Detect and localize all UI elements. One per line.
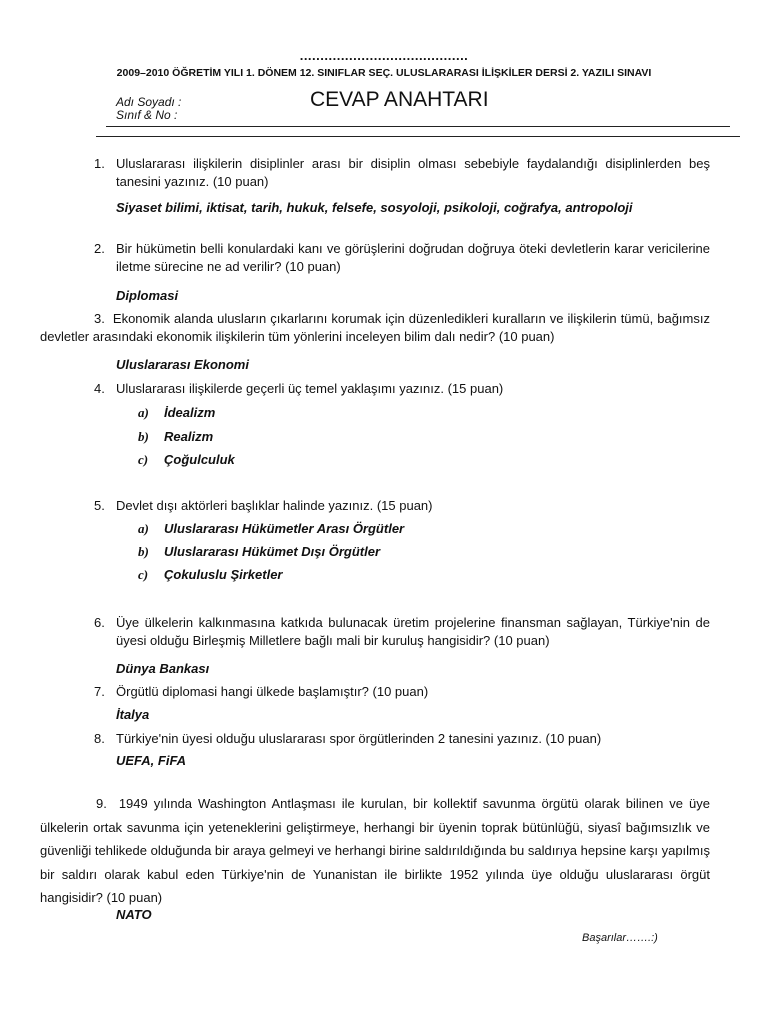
question-text: [40, 792, 710, 910]
closing-note: Başarılar…….:): [582, 932, 658, 944]
option-text: Çokuluslu Şirketler: [164, 567, 283, 582]
question-text: Devlet dışı aktörleri başlıklar halinde yazınız. (15 puan): [116, 498, 433, 513]
question-number: 9.: [96, 796, 107, 811]
exam-title: 2009–2010 ÖĞRETİM YILI 1. DÖNEM 12. SINIFLAR SEÇ. ULUSLARARASI İLİŞKİLER DERSİ 2. YAZILI SINAVI: [116, 67, 652, 79]
answer-text: Dünya Bankası: [116, 661, 210, 676]
question-text: Uluslararası ilişkilerde geçerli üç temel yaklaşımı yazınız. (15 puan): [116, 381, 504, 396]
question-text: Örgütlü diplomasi hangi ülkede başlamıştır? (10 puan): [116, 684, 429, 699]
answer-text: Uluslararası Ekonomi: [116, 357, 249, 372]
question-text: Türkiye'nin üyesi olduğu uluslararası spor örgütlerinden 2 tanesini yazınız. (10 puan): [116, 731, 602, 746]
question-body: 1949 yılında Washington Antlaşması ile kurulan, bir kollektif savunma örgütü olarak bilinen ve üye ülkelerin ortak savunma için yeteneklerini geliştirmeye, herhangi bir üyenin toprak bütünlüğü, siyasî bağımsızlık ve güvenliği tehlikede olduğunda bir araya gelmeyi ve herhangi birine saldırıldığında bu saldırıya hepsine karşı yapılmış bir saldırı olarak kabul eden Türkiye'nin de Yunanistan ile birlikte 1952 yılında üye olduğu uluslararası örgüt hangisidir? (10 puan): [40, 796, 710, 905]
class-label: Sınıf & No :: [116, 108, 178, 122]
question-number: 6.: [94, 615, 105, 630]
option-letter: c): [138, 567, 149, 582]
option-text: Çoğulculuk: [164, 452, 235, 467]
option-letter: b): [138, 429, 149, 444]
option-item: [138, 429, 213, 445]
question-number: 5.: [94, 498, 105, 513]
question-text: [40, 310, 710, 345]
answer-text: Diplomasi: [116, 288, 179, 303]
option-text: Uluslararası Hükümetler Arası Örgütler: [164, 521, 405, 536]
answer-key-title: CEVAP ANAHTARI: [310, 88, 489, 111]
header-rule-bottom: [96, 136, 740, 137]
option-letter: b): [138, 544, 149, 559]
question-text: Uluslararası ilişkilerin disiplinler arası bir disiplin olması sebebiyle faydalandığı disiplinlerden beş tanesini yazınız. (10 puan): [116, 156, 710, 189]
answer-text: Siyaset bilimi, iktisat, tarih, hukuk, felsefe, sosyoloji, psikoloji, coğrafya, antropoloji: [116, 200, 633, 215]
question-number: 2.: [94, 241, 105, 256]
option-letter: a): [138, 405, 149, 420]
answer-text: UEFA, FiFA: [116, 753, 187, 768]
header-dots: .........................................: [299, 48, 469, 63]
option-text: Realizm: [164, 429, 214, 444]
option-text: Uluslararası Hükümet Dışı Örgütler: [164, 544, 381, 559]
option-item: [138, 544, 380, 560]
question-number: 4.: [94, 381, 105, 396]
option-item: [138, 405, 215, 421]
option-text: İdealizm: [164, 405, 216, 420]
option-item: [138, 452, 235, 468]
name-label: Adı Soyadı :: [116, 95, 182, 109]
option-item: [138, 521, 404, 537]
option-letter: c): [138, 452, 149, 467]
answer-text: İtalya: [116, 707, 150, 722]
option-item: [138, 567, 282, 583]
header-rule-top: [106, 126, 730, 127]
option-letter: a): [138, 521, 149, 536]
answer-text: NATO: [116, 907, 152, 922]
question-number: 3.: [94, 311, 105, 326]
question-text: Üye ülkelerin kalkınmasına katkıda bulunacak üretim projelerine finansman sağlayan, Türkiye'nin de üyesi olduğu Birleşmiş Milletlere bağlı mali bir kuruluş hangisidir? (10 puan): [116, 615, 710, 648]
question-number: 1.: [94, 156, 105, 171]
question-text: Bir hükümetin belli konulardaki kanı ve görüşlerini doğrudan doğruya öteki devletlerin karar vericilerine iletme sürecine ne ad verilir? (10 puan): [116, 241, 710, 274]
question-number: 7.: [94, 684, 105, 699]
question-number: 8.: [94, 731, 105, 746]
question-body: Ekonomik alanda ulusların çıkarlarını korumak için düzenledikleri kuralların ve ilişkilerin tümü, bağımsız devletler arasındaki ekonomik ilişkilerin tüm yönlerini inceleyen bilim dalı nedir? (10 puan): [40, 311, 710, 344]
